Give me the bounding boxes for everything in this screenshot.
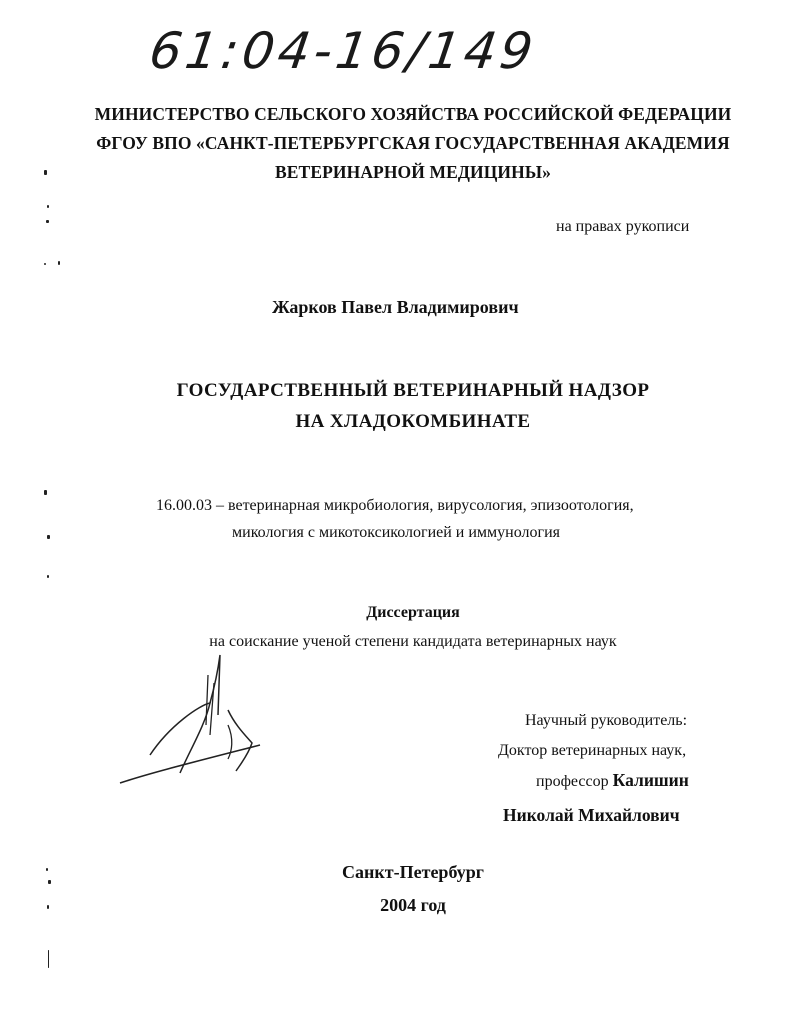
supervisor-degree: Доктор ветеринарных наук, [498,742,687,759]
academy-header: ФГОУ ВПО «САНКТ-ПЕТЕРБУРГСКАЯ ГОСУДАРСТВЕННАЯ АКАДЕМИЯ [96,133,730,153]
work-type-label: Диссертация [366,604,460,621]
scan-speck [47,205,49,208]
dissertation-title-cont: НА ХЛАДОКОМБИНАТЕ [295,411,531,432]
manuscript-note: на правах рукописи [556,218,690,235]
work-type-purpose: на соискание ученой степени кандидата ветеринарных наук [209,633,617,650]
year: 2004 год [380,895,446,915]
academy-header-cont: ВЕТЕРИНАРНОЙ МЕДИЦИНЫ» [275,162,551,182]
supervisor-title-line [536,770,689,791]
supervisor-title-prefix: профессор [536,773,609,790]
scan-speck [48,950,49,968]
supervisor-surname: Калишин [612,770,689,790]
scan-speck [47,575,49,578]
ministry-header: МИНИСТЕРСТВО СЕЛЬСКОГО ХОЗЯЙСТВА РОССИЙСКОЙ ФЕДЕРАЦИИ [94,104,732,124]
scan-speck [58,261,60,265]
scan-speck [44,263,46,265]
scan-speck [44,490,47,495]
scan-speck [44,170,47,175]
scan-speck [46,868,48,871]
scan-speck [47,535,50,539]
archive-number-handwritten: 61:04-16/149 [145,22,541,80]
scan-speck [48,880,51,884]
dissertation-title: ГОСУДАРСТВЕННЫЙ ВЕТЕРИНАРНЫЙ НАДЗОР [176,380,650,401]
signature-mark [110,655,280,795]
scan-speck [46,220,49,223]
specialty-code-cont: микология с микотоксикологией и иммунология [232,524,560,541]
supervisor-role: Научный руководитель: [525,712,688,729]
city: Санкт-Петербург [342,862,484,882]
author-name: Жарков Павел Владимирович [272,297,519,317]
supervisor-full-name: Николай Михайлович [503,805,680,825]
scan-speck [47,905,49,909]
specialty-code: 16.00.03 – ветеринарная микробиология, вирусология, эпизоотология, [156,497,634,514]
